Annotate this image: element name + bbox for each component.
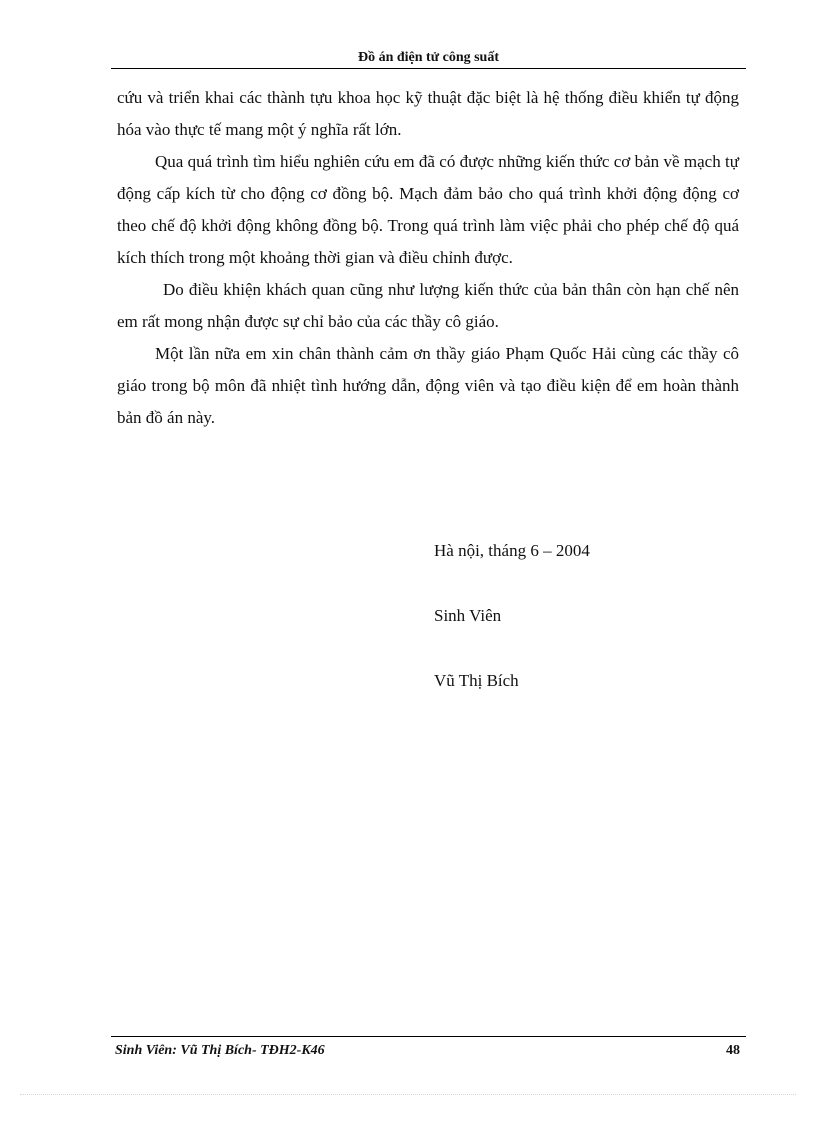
page-bottom-divider [20,1094,796,1095]
page-header [111,48,746,69]
page-footer [111,1036,746,1061]
paragraph-thanks: Một lần nữa em xin chân thành cảm ơn thầy giáo Phạm Quốc Hải cùng các thầy cô giáo trong bộ môn đã nhiệt tình hướng dẫn, động viên và tạo điều kiện để em hoàn thành bản đồ án này. [117,344,739,427]
page-number: 48 [726,1043,740,1058]
paragraph-continuation: cứu và triển khai các thành tựu khoa học kỹ thuật đặc biệt là hệ thống điều khiển tự động hóa vào thực tế mang một ý nghĩa rất lớn. [117,88,739,139]
footer-author: Sinh Viên: Vũ Thị Bích- TĐH2-K46 [115,1043,325,1058]
paragraph-limitations: Do điều khiện khách quan cũng như lượng kiến thức của bản thân còn hạn chế nên em rất mong nhận được sự chỉ bảo của các thầy cô giáo. [117,280,739,331]
document-title: Đồ án điện tử công suất [357,50,500,65]
signature-role: Sinh Viên [434,606,502,625]
signature-block [434,535,590,730]
body-text [117,82,739,434]
paragraph-research: Qua quá trình tìm hiểu nghiên cứu em đã có được những kiến thức cơ bản về mạch tự động cấp kích từ cho động cơ đồng bộ. Mạch đảm bảo cho quá trình khởi động động cơ theo chế độ khởi động không đồng bộ. Trong quá trình làm việc phải cho phép chế độ quá kích thích trong một khoảng thời gian và điều chỉnh được. [117,152,739,267]
signature-name: Vũ Thị Bích [434,671,519,690]
place-date: Hà nội, tháng 6 – 2004 [434,541,590,560]
